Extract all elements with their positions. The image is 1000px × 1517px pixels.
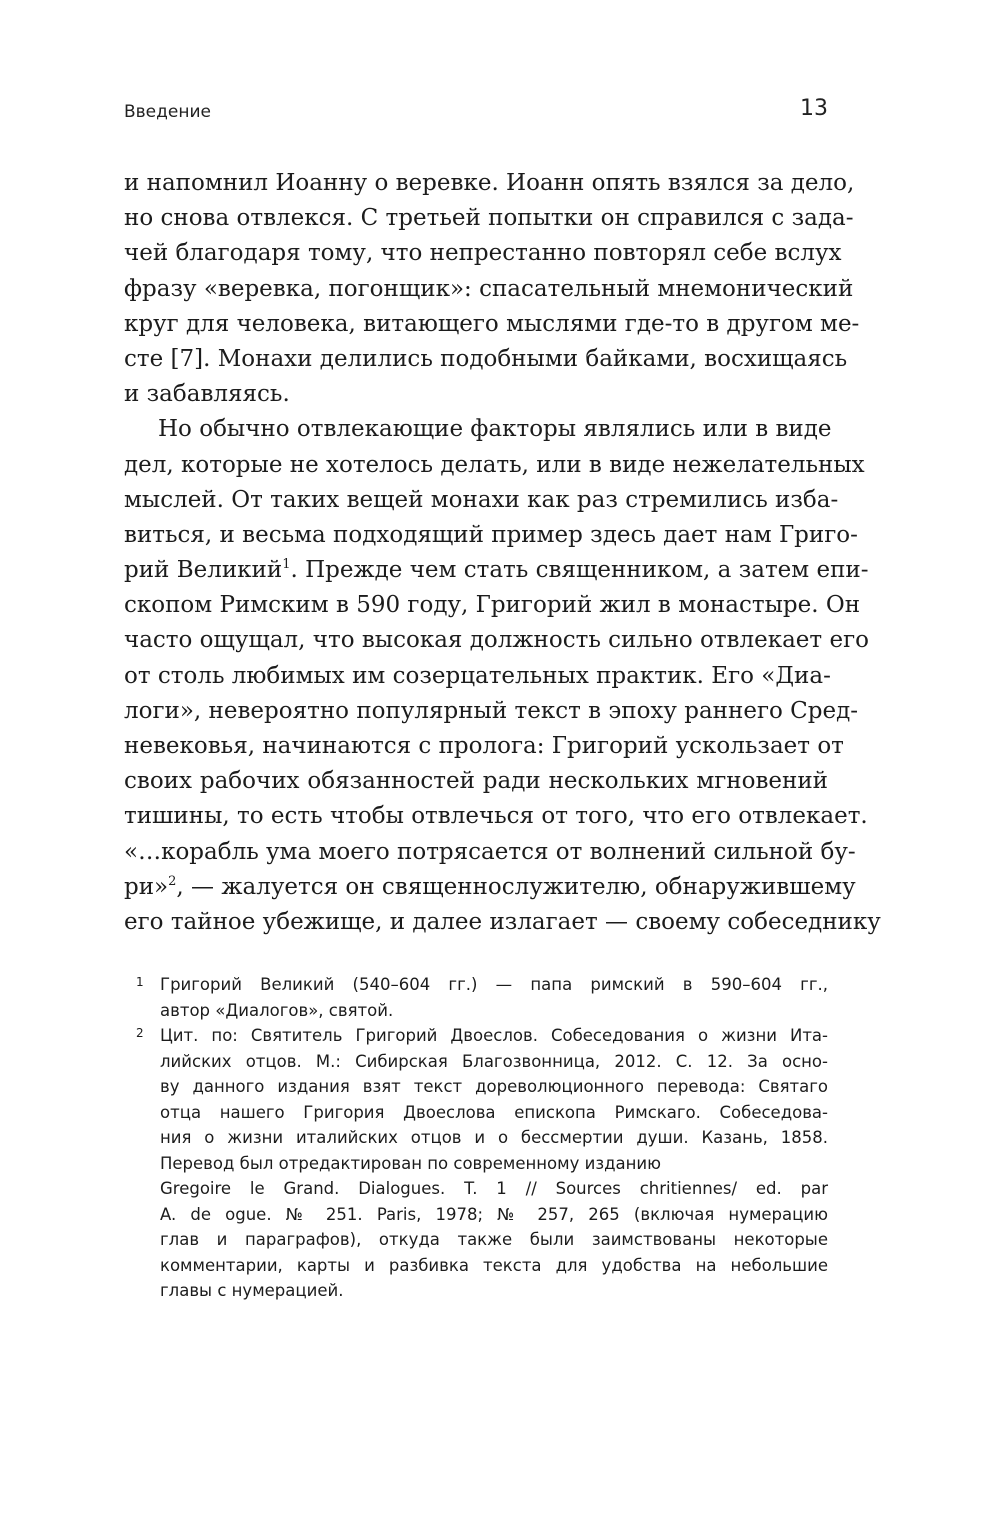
text-line: мыслей. От таких вещей монахи как раз стремились изба-	[124, 486, 839, 513]
footnotes	[124, 972, 828, 1304]
footnote-marker: 1	[136, 975, 144, 989]
text-line: логи», невероятно популярный текст в эпоху раннего Сред-	[124, 697, 859, 724]
footnote-line: Gregoire le Grand. Dialogues. T. 1 // Sources chritiennes/ ed. par	[160, 1179, 828, 1198]
footnote-line: комментарии, карты и разбивка текста для удобства на небольшие	[160, 1255, 828, 1275]
text-line: часто ощущал, что высокая должность сильно отвлекает его	[124, 627, 869, 654]
text-line: чей благодаря тому, что непрестанно повторял себе вслух	[124, 240, 842, 267]
text-line: и забавляясь.	[124, 381, 290, 408]
footnote-ref-2[interactable]: 2	[168, 873, 177, 889]
footnote-line: A. de ogue. № 251. Paris, 1978; № 257, 265 (включая нумерацию	[160, 1204, 828, 1224]
text-line: «…корабль ума моего потрясается от волнений сильной бу-	[124, 838, 856, 865]
text-line: дел, которые не хотелось делать, или в виде нежелательных	[124, 451, 865, 478]
footnote-2	[124, 1023, 828, 1304]
text-line: его тайное убежище, и далее излагает — своему собеседнику	[124, 908, 881, 935]
text-segment: , — жалуется он священнослужителю, обнаружившему	[176, 873, 856, 900]
text-line: но снова отвлекся. С третьей попытки он справился с зада-	[124, 205, 854, 232]
text-line: своих рабочих обязанностей ради нескольких мгновений	[124, 768, 828, 795]
footnote-line: Цит. по: Святитель Григорий Двоеслов. Собеседования о жизни Ита-	[160, 1026, 828, 1045]
text-segment: ри»	[124, 873, 169, 900]
main-text	[124, 166, 881, 940]
footnote-1	[124, 972, 828, 1023]
text-line: сте [7]. Монахи делились подобными байками, восхищаясь	[124, 345, 848, 372]
footnote-ref-1[interactable]: 1	[282, 557, 291, 573]
footnote-line: Перевод был отредактирован по современному изданию	[160, 1153, 662, 1173]
text-segment: . Прежде чем стать священником, а затем епи-	[290, 557, 869, 584]
text-line: фразу «веревка, погонщик»: спасательный мнемонический	[124, 275, 854, 302]
text-line: от столь любимых им созерцательных практик. Его «Диа-	[124, 662, 831, 689]
footnote-line: отца нашего Григория Двоеслова епископа Римскаго. Собеседова-	[160, 1102, 828, 1122]
footnote-line: главы с нумерацией.	[160, 1281, 344, 1300]
text-segment: рий Великий	[124, 557, 283, 584]
text-line: тишины, то есть чтобы отвлечься от того, что его отвлекает.	[124, 803, 868, 830]
section-title: Введение	[124, 102, 211, 122]
text-line: виться, и весьма подходящий пример здесь дает нам Григо-	[124, 521, 858, 548]
footnote-marker: 2	[136, 1026, 144, 1040]
text-line: и напомнил Иоанну о веревке. Иоанн опять взялся за дело,	[124, 170, 855, 196]
text-line: скопом Римским в 590 году, Григорий жил в монастыре. Он	[124, 592, 861, 619]
text-line: Но обычно отвлекающие факторы являлись или в виде	[158, 416, 832, 443]
footnote-line: ву данного издания взят текст дореволюционного перевода: Святаго	[160, 1077, 828, 1096]
text-line-with-note	[124, 553, 869, 588]
text-line-with-note	[124, 870, 856, 905]
footnote-line: автор «Диалогов», святой.	[160, 1000, 394, 1020]
text-line: круг для человека, витающего мыслями где-то в другом ме-	[124, 310, 860, 337]
footnote-line: лийских отцов. М.: Сибирская Благозвонница, 2012. С. 12. За осно-	[160, 1051, 828, 1071]
running-header	[124, 96, 828, 130]
text-line: невековья, начинаются с пролога: Григорий ускользает от	[124, 733, 844, 759]
page-number: 13	[800, 96, 828, 121]
footnote-line: ния о жизни италийских отцов и о бессмертии души. Казань, 1858.	[160, 1128, 828, 1147]
footnote-line: глав и параграфов), откуда также были заимствованы некоторые	[160, 1230, 828, 1249]
footnote-line: Григорий Великий (540–604 гг.) — папа римский в 590–604 гг.,	[160, 975, 828, 994]
